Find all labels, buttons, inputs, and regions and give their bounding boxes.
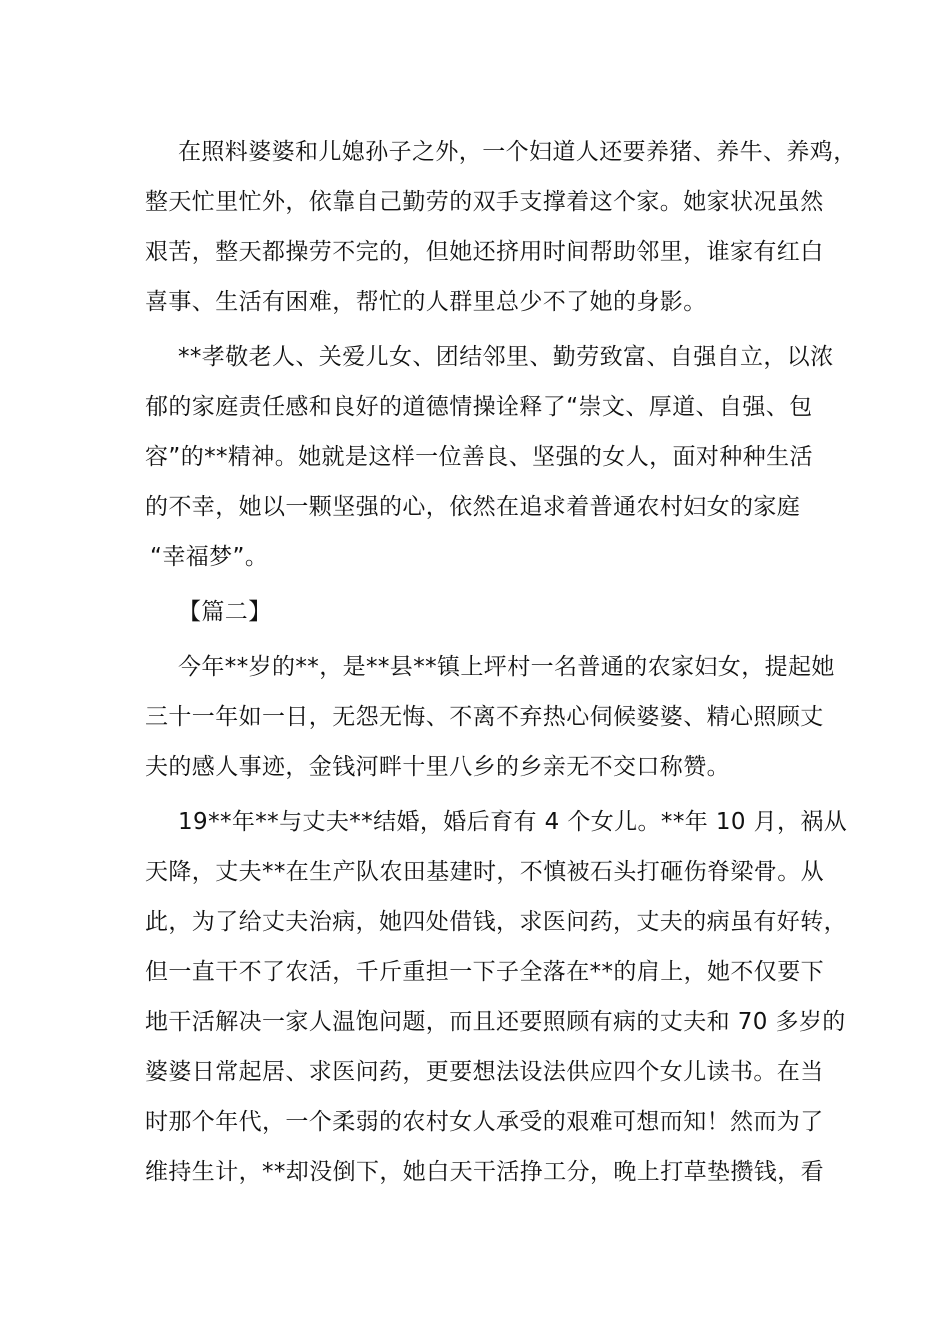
paragraph-line: 三十一年如一日，无怨无悔、不离不弃热心伺候婆婆、精心照顾丈: [145, 704, 824, 730]
paragraph-line: “幸福梦”。: [150, 544, 269, 570]
paragraph-line: 婆婆日常起居、求医问药，更要想法设法供应四个女儿读书。在当: [145, 1059, 824, 1085]
paragraph-line: 此，为了给丈夫治病，她四处借钱，求医问药，丈夫的病虽有好转，: [145, 909, 847, 935]
paragraph-line: 今年**岁的**，是**县**镇上坪村一名普通的农家妇女，提起她: [178, 654, 835, 680]
paragraph-line: 但一直干不了农活，千斤重担一下子全落在**的肩上，她不仅要下: [145, 959, 824, 985]
paragraph-line: 艰苦，整天都操劳不完的，但她还挤用时间帮助邻里，谁家有红白: [145, 239, 824, 265]
paragraph-line: 整天忙里忙外，依靠自己勤劳的双手支撑着这个家。她家状况虽然: [145, 189, 824, 215]
paragraph-line: 在照料婆婆和儿媳孙子之外，一个妇道人还要养猪、养牛、养鸡，: [178, 139, 857, 165]
paragraph-line: 夫的感人事迹，金钱河畔十里八乡的乡亲无不交口称赞。: [145, 754, 730, 780]
paragraph-line: 容”的**精神。她就是这样一位善良、坚强的女人，面对种种生活: [145, 444, 813, 470]
paragraph-line: 地干活解决一家人温饱问题，而且还要照顾有病的丈夫和 70 多岁的: [145, 1009, 846, 1035]
paragraph-line: 时那个年代，一个柔弱的农村女人承受的艰难可想而知！然而为了: [145, 1109, 824, 1135]
paragraph-line: 天降，丈夫**在生产队农田基建时，不慎被石头打砸伤脊梁骨。从: [145, 859, 824, 885]
paragraph-line: 喜事、生活有困难，帮忙的人群里总少不了她的身影。: [145, 289, 707, 315]
paragraph-line: **孝敬老人、关爱儿女、团结邻里、勤劳致富、自强自立，以浓: [178, 344, 834, 370]
paragraph-line: 的不幸，她以一颗坚强的心，依然在追求着普通农村妇女的家庭: [145, 494, 801, 520]
paragraph-line: 郁的家庭责任感和良好的道德情操诠释了“崇文、厚道、自强、包: [145, 394, 813, 420]
section-heading: 【篇二】: [178, 599, 272, 625]
paragraph-line: 维持生计，**却没倒下，她白天干活挣工分，晚上打草垫攒钱，看: [145, 1159, 824, 1185]
paragraph-line: 19**年**与丈夫**结婚，婚后育有 4 个女儿。**年 10 月，祸从: [178, 809, 848, 835]
